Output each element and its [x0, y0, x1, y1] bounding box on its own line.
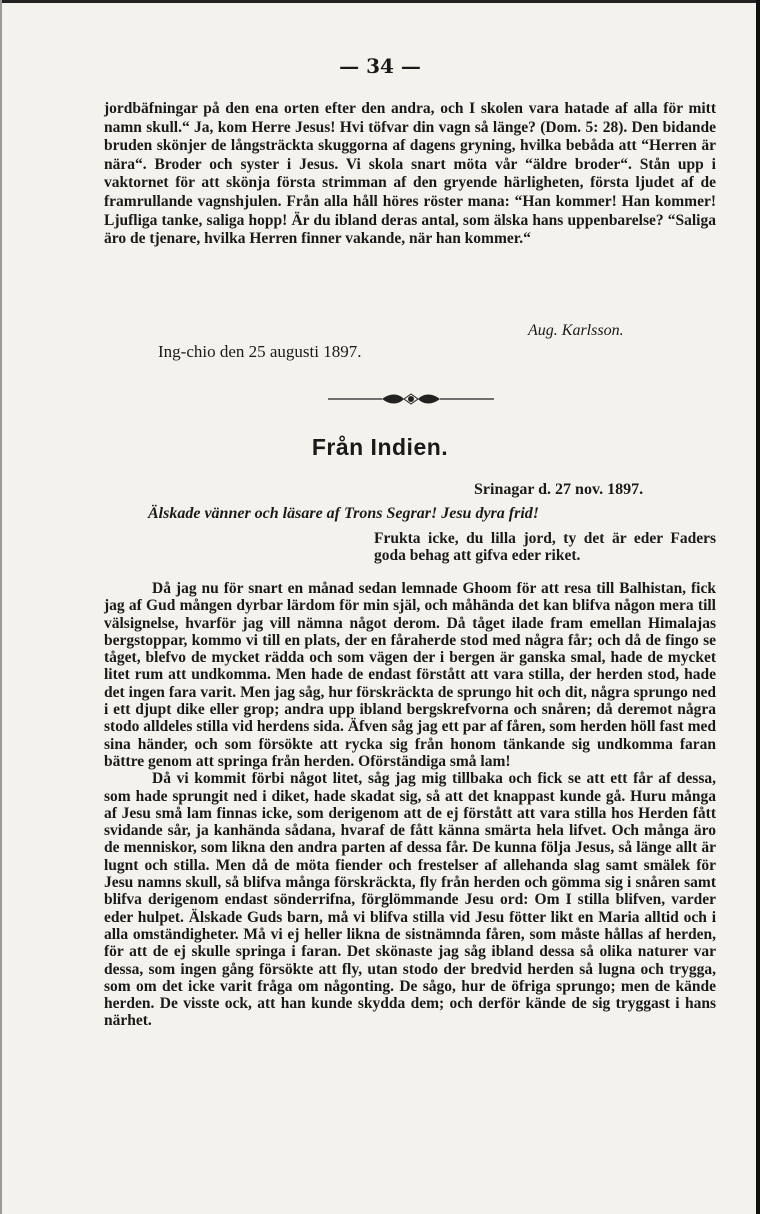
continuation-text: jordbäfningar på den ena orten efter den andra, och I skolen vara hatade af alla för mitt namn skull.“ Ja, kom Herre Jesus! Hvi töfvar din vagn så länge? (Dom. 5: 28). Den bidande bruden skönjer de långsträckta skuggorna af dagens gryning, hvilka bebåda att “Herren är nära“. Broder och syster i Jesus. Vi skola snart möta vår “äldre broder“. Stån upp i vaktornet för att skönja första strimman af den gryende härligheten, första ljudet af de framrullande vagnshjulen. Från alla håll höres röster mana: “Han kommer! Han kommer! Ljufliga tanke, saliga hopp! Är du ibland deras antal, som älska hans uppenbarelse? “Saliga äro de tjenare, hvilka Herren finner vakande, när han kommer.“	[104, 100, 716, 248]
dateline: Srinagar d. 27 nov. 1897.	[474, 481, 644, 498]
article-body	[104, 580, 716, 1030]
continuation-paragraph	[104, 100, 716, 249]
scripture-verse: Frukta icke, du lilla jord, ty det är eder Faders goda behag att gifva eder riket.	[374, 530, 716, 564]
scan-edge-top	[0, 0, 760, 3]
section-divider-ornament	[328, 391, 494, 407]
body-paragraph: Då vi kommit förbi något litet, såg jag mig tillbaka och fick se att ett får af dessa, som hade sprungit ned i diket, hade skadat sig, så att det knappast kunde gå. Huru många af Jesu små lam finnas icke, som derigenom att de ej förstått att vara stilla hos Herden fått svidande sår, ja kanhända sådana, hvaraf de fått känna smärta hela lifvet. Och många äro de menniskor, som likna den andra parten af dessa får. De kunna följa Jesus, så länge allt är lugnt och stilla. Men då de möta fiender och frestelser af allehanda slag samt smälek för Jesu namns skull, så blifva många förskräckta, fly från herden och gömma sig i snåren samt blifva derigenom endast sönderrifna, förglömmande Jesu ord: Om I stilla blifven, varder eder hulpet. Älskade Guds barn, må vi blifva stilla vid Jesu fötter likt en Maria alltid och i alla omständigheter. Må vi ej heller likna de sistnämnda fåren, som måste hållas af herden, för att de ej skulle springa i faran. Det skönaste jag såg ibland dessa så olika naturer var dessa, som ingen gång försökte att fly, utan stodo der bredvid herden så lugna och trygga, som om det icke varit fråga om någonting. De sågo, hur de öfriga sprungo; men de kände herden. De visste ock, att han kunde skydda dem; och derför kände de sig tryggast i hans närhet.	[104, 770, 716, 1030]
author-signature: Aug. Karlsson.	[528, 322, 624, 339]
salutation: Älskade vänner och läsare af Trons Segrar! Jesu dyra frid!	[148, 505, 539, 522]
article-title: Från Indien.	[311, 434, 449, 460]
body-paragraph: Då jag nu för snart en månad sedan lemnade Ghoom för att resa till Balhistan, fick jag af Gud mången dyrbar lärdom för min själ, och måhända det kan blifva någon mera till välsignelse, hvarför jag vill nämna något derom. Då tåget ilade fram emellan Himalajas bergstoppar, kommo vi till en plats, der en fåraherde stod med några får; och då de fingo se tåget, blefvo de mycket rädda och som vägen der i bergen är ganska smal, hade de mycket litet rum att undkomma. Men hade de endast förstått att vara stilla, der herden stod, hade det ingen fara varit. Men jag såg, hur förskräckta de sprungo hit och dit, några sprungo ned i ett djupt dike eller grop; andra upp ibland bergskrefvorna och snåren; då deremot några stodo alldeles stilla vid herdens sida. Äfven såg jag ett par af fåren, som herden höll fast med sina händer, och som försökte att rycka sig från honom tänkande sig undkomma faran bättre genom att springa från herden. Oförständiga små lam!	[104, 580, 716, 770]
scan-edge-right	[756, 0, 760, 1214]
page-number: — 34 —	[339, 54, 421, 78]
scan-edge-left	[0, 0, 2, 1214]
place-date: Ing-chio den 25 augusti 1897.	[158, 342, 362, 361]
